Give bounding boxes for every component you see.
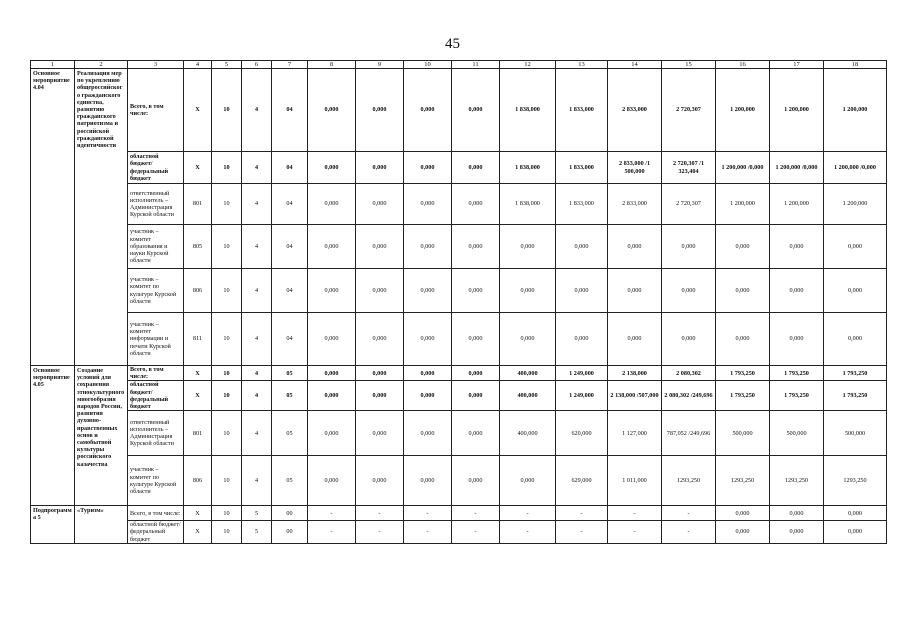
value-cell: 0,000	[404, 411, 452, 456]
value-cell: 0,000	[556, 313, 608, 366]
value-cell: Х	[184, 152, 212, 184]
value-cell: 10	[212, 313, 242, 366]
value-cell: -	[308, 506, 356, 521]
table-body	[31, 61, 887, 544]
value-cell: 04	[272, 225, 308, 269]
value-cell: 0,000	[716, 313, 770, 366]
value-cell: 1293,250	[716, 456, 770, 506]
value-cell: 00	[272, 521, 308, 544]
value-cell: 4	[242, 381, 272, 411]
value-cell: -	[308, 521, 356, 544]
value-cell: 4	[242, 152, 272, 184]
value-cell: 2 720,307	[662, 69, 716, 152]
value-cell: 4	[242, 313, 272, 366]
value-cell: 1 249,000	[556, 381, 608, 411]
value-cell: 1 838,000	[500, 184, 556, 225]
value-cell: 5	[242, 521, 272, 544]
value-cell: 1 200,000	[824, 69, 887, 152]
value-cell: 1 200,000 /0,000	[824, 152, 887, 184]
value-cell: 1 793,250	[770, 381, 824, 411]
measure-cell: Подпрограмма 5	[31, 506, 75, 544]
funding-source-cell: Всего, в том числе:	[128, 506, 184, 521]
value-cell: 10	[212, 184, 242, 225]
value-cell: 0,000	[452, 411, 500, 456]
value-cell: 629,000	[556, 456, 608, 506]
value-cell: 05	[272, 411, 308, 456]
value-cell: 05	[272, 381, 308, 411]
value-cell: 0,000	[824, 225, 887, 269]
value-cell: 0,000	[770, 269, 824, 313]
measure-name-cell: Создание условий для сохранения этнокультурного многообразия народов России, развития духовно-нравственных основ и самобытной культуры российского казачества	[75, 366, 128, 506]
value-cell: 0,000	[308, 184, 356, 225]
value-cell: 1 200,000	[770, 184, 824, 225]
value-cell: 4	[242, 269, 272, 313]
value-cell: 500,000	[716, 411, 770, 456]
value-cell: Х	[184, 521, 212, 544]
value-cell: 0,000	[356, 381, 404, 411]
value-cell: 0,000	[824, 521, 887, 544]
table-row	[31, 521, 887, 544]
value-cell: 04	[272, 184, 308, 225]
value-cell: -	[452, 506, 500, 521]
value-cell: 1 200,000 /0,000	[716, 152, 770, 184]
value-cell: 1 249,000	[556, 366, 608, 381]
value-cell: 0,000	[308, 269, 356, 313]
value-cell: 0,000	[500, 225, 556, 269]
value-cell: 0,000	[308, 456, 356, 506]
value-cell: 0,000	[356, 366, 404, 381]
value-cell: 0,000	[404, 366, 452, 381]
funding-source-cell: ответственный исполнитель – Администрация Курской области	[128, 411, 184, 456]
value-cell: 10	[212, 366, 242, 381]
value-cell: 0,000	[500, 456, 556, 506]
value-cell: 806	[184, 456, 212, 506]
value-cell: 500,000	[770, 411, 824, 456]
column-number: 16	[716, 61, 770, 69]
value-cell: 1293,250	[662, 456, 716, 506]
value-cell: 2 138,000 /507,000	[608, 381, 662, 411]
value-cell: 0,000	[356, 313, 404, 366]
value-cell: -	[500, 506, 556, 521]
value-cell: 400,000	[500, 366, 556, 381]
value-cell: 0,000	[608, 225, 662, 269]
value-cell: 2 720,307	[662, 184, 716, 225]
value-cell: -	[662, 521, 716, 544]
value-cell: 0,000	[356, 456, 404, 506]
value-cell: -	[356, 506, 404, 521]
column-number: 7	[272, 61, 308, 69]
funding-source-cell: областной бюджет/ федеральный бюджет	[128, 521, 184, 544]
value-cell: -	[404, 521, 452, 544]
value-cell: 0,000	[662, 225, 716, 269]
value-cell: -	[662, 506, 716, 521]
table-row	[31, 456, 887, 506]
table-row	[31, 69, 887, 152]
value-cell: -	[608, 506, 662, 521]
value-cell: 00	[272, 506, 308, 521]
measure-cell: Основное мероприятие 4.05	[31, 366, 75, 506]
value-cell: 1 200,000	[716, 184, 770, 225]
value-cell: 0,000	[404, 152, 452, 184]
value-cell: 0,000	[770, 506, 824, 521]
value-cell: 1 838,000	[500, 152, 556, 184]
value-cell: -	[608, 521, 662, 544]
value-cell: 1 200,000	[716, 69, 770, 152]
column-number: 12	[500, 61, 556, 69]
value-cell: 05	[272, 366, 308, 381]
value-cell: 1 833,000	[556, 152, 608, 184]
value-cell: 05	[272, 456, 308, 506]
funding-source-cell: ответственный исполнитель – Администрация Курской области	[128, 184, 184, 225]
value-cell: 805	[184, 225, 212, 269]
table-row	[31, 269, 887, 313]
value-cell: 0,000	[356, 184, 404, 225]
value-cell: 806	[184, 269, 212, 313]
value-cell: 5	[242, 506, 272, 521]
funding-source-cell: участник – комитет информации и печати Курской области	[128, 313, 184, 366]
value-cell: 0,000	[452, 225, 500, 269]
value-cell: 0,000	[308, 411, 356, 456]
value-cell: 0,000	[824, 313, 887, 366]
value-cell: 0,000	[824, 269, 887, 313]
value-cell: 1 793,250	[770, 366, 824, 381]
value-cell: 10	[212, 69, 242, 152]
value-cell: 0,000	[404, 381, 452, 411]
value-cell: 0,000	[662, 313, 716, 366]
column-number: 18	[824, 61, 887, 69]
funding-source-cell: участник – комитет по культуре Курской области	[128, 269, 184, 313]
table-row	[31, 225, 887, 269]
value-cell: 10	[212, 269, 242, 313]
value-cell: 4	[242, 456, 272, 506]
value-cell: 0,000	[500, 313, 556, 366]
value-cell: 4	[242, 69, 272, 152]
value-cell: 0,000	[404, 225, 452, 269]
funding-source-cell: участник – комитет образования и науки Курской области	[128, 225, 184, 269]
value-cell: 0,000	[404, 269, 452, 313]
value-cell: 2 720,307 /1 323,404	[662, 152, 716, 184]
value-cell: 2 080,302	[662, 366, 716, 381]
value-cell: 1 200,000 /0,000	[770, 152, 824, 184]
column-number: 14	[608, 61, 662, 69]
value-cell: 500,000	[824, 411, 887, 456]
value-cell: -	[356, 521, 404, 544]
budget-table	[30, 60, 887, 544]
funding-source-cell: Всего, в том числе:	[128, 69, 184, 152]
value-cell: 0,000	[770, 313, 824, 366]
value-cell: 2 833,000 /1 500,000	[608, 152, 662, 184]
value-cell: 2 138,000	[608, 366, 662, 381]
value-cell: 620,000	[556, 411, 608, 456]
table-row	[31, 313, 887, 366]
measure-cell: Основное мероприятие 4.04	[31, 69, 75, 366]
value-cell: 1 793,250	[716, 381, 770, 411]
table-row	[31, 411, 887, 456]
value-cell: 4	[242, 184, 272, 225]
column-number: 17	[770, 61, 824, 69]
value-cell: 0,000	[356, 411, 404, 456]
value-cell: -	[404, 506, 452, 521]
column-number: 5	[212, 61, 242, 69]
value-cell: 0,000	[716, 521, 770, 544]
value-cell: 801	[184, 411, 212, 456]
value-cell: 10	[212, 225, 242, 269]
value-cell: 0,000	[308, 152, 356, 184]
value-cell: 0,000	[356, 225, 404, 269]
value-cell: 10	[212, 456, 242, 506]
value-cell: 1 200,000	[770, 69, 824, 152]
value-cell: 4	[242, 366, 272, 381]
value-cell: -	[556, 506, 608, 521]
value-cell: -	[500, 521, 556, 544]
value-cell: 4	[242, 411, 272, 456]
funding-source-cell: областной бюджет/ федеральный бюджет	[128, 381, 184, 411]
value-cell: 04	[272, 313, 308, 366]
value-cell: Х	[184, 69, 212, 152]
value-cell: 0,000	[608, 269, 662, 313]
value-cell: 04	[272, 269, 308, 313]
value-cell: 1 833,000	[556, 69, 608, 152]
value-cell: 0,000	[452, 269, 500, 313]
table-row	[31, 152, 887, 184]
value-cell: 0,000	[608, 313, 662, 366]
value-cell: 0,000	[404, 69, 452, 152]
value-cell: 0,000	[662, 269, 716, 313]
value-cell: 1 838,000	[500, 69, 556, 152]
column-number: 11	[452, 61, 500, 69]
value-cell: 0,000	[716, 506, 770, 521]
value-cell: 0,000	[556, 269, 608, 313]
value-cell: 1 793,250	[824, 381, 887, 411]
value-cell: 0,000	[452, 313, 500, 366]
value-cell: 1293,250	[824, 456, 887, 506]
value-cell: 0,000	[716, 225, 770, 269]
value-cell: 1 833,000	[556, 184, 608, 225]
value-cell: 0,000	[452, 456, 500, 506]
value-cell: 0,000	[452, 152, 500, 184]
value-cell: Х	[184, 381, 212, 411]
value-cell: 0,000	[452, 184, 500, 225]
value-cell: 0,000	[356, 152, 404, 184]
value-cell: 1 793,250	[716, 366, 770, 381]
value-cell: 2 833,000	[608, 184, 662, 225]
measure-name-cell: Реализация мер по укреплению общероссийского гражданского единства, развитию гражданского патриотизма и российской гражданской идентичности	[75, 69, 128, 366]
column-number: 13	[556, 61, 608, 69]
column-number: 2	[75, 61, 128, 69]
value-cell: 0,000	[308, 69, 356, 152]
table-row	[31, 366, 887, 381]
value-cell: 2 080,302 /249,696	[662, 381, 716, 411]
value-cell: 0,000	[308, 313, 356, 366]
column-number: 1	[31, 61, 75, 69]
value-cell: 0,000	[824, 506, 887, 521]
value-cell: 0,000	[308, 366, 356, 381]
value-cell: 10	[212, 381, 242, 411]
value-cell: 10	[212, 521, 242, 544]
value-cell: 0,000	[770, 521, 824, 544]
column-number-row	[31, 61, 887, 69]
value-cell: 4	[242, 225, 272, 269]
value-cell: 0,000	[452, 381, 500, 411]
value-cell: 0,000	[356, 69, 404, 152]
value-cell: 811	[184, 313, 212, 366]
value-cell: 0,000	[452, 366, 500, 381]
value-cell: 1 127,000	[608, 411, 662, 456]
value-cell: 10	[212, 506, 242, 521]
value-cell: Х	[184, 366, 212, 381]
measure-name-cell: «Туризм»	[75, 506, 128, 544]
value-cell: 04	[272, 69, 308, 152]
value-cell: 400,000	[500, 411, 556, 456]
column-number: 9	[356, 61, 404, 69]
table-row	[31, 381, 887, 411]
value-cell: 0,000	[716, 269, 770, 313]
value-cell: 787,052 /249,696	[662, 411, 716, 456]
value-cell: -	[452, 521, 500, 544]
value-cell: 0,000	[308, 381, 356, 411]
value-cell: 801	[184, 184, 212, 225]
table-row	[31, 184, 887, 225]
value-cell: 0,000	[500, 269, 556, 313]
value-cell: 04	[272, 152, 308, 184]
value-cell: 1 793,250	[824, 366, 887, 381]
funding-source-cell: областной бюджет/ федеральный бюджет	[128, 152, 184, 184]
funding-source-cell: Всего, в том числе:	[128, 366, 184, 381]
column-number: 6	[242, 61, 272, 69]
column-number: 4	[184, 61, 212, 69]
value-cell: 0,000	[770, 225, 824, 269]
value-cell: 0,000	[452, 69, 500, 152]
value-cell: -	[556, 521, 608, 544]
value-cell: 0,000	[556, 225, 608, 269]
column-number: 8	[308, 61, 356, 69]
value-cell: 1293,250	[770, 456, 824, 506]
column-number: 10	[404, 61, 452, 69]
value-cell: 0,000	[404, 456, 452, 506]
value-cell: Х	[184, 506, 212, 521]
value-cell: 400,000	[500, 381, 556, 411]
column-number: 3	[128, 61, 184, 69]
value-cell: 10	[212, 411, 242, 456]
value-cell: 10	[212, 152, 242, 184]
column-number: 15	[662, 61, 716, 69]
value-cell: 0,000	[356, 269, 404, 313]
value-cell: 0,000	[404, 313, 452, 366]
value-cell: 2 833,000	[608, 69, 662, 152]
value-cell: 1 011,000	[608, 456, 662, 506]
value-cell: 0,000	[308, 225, 356, 269]
value-cell: 1 200,000	[824, 184, 887, 225]
table-row	[31, 506, 887, 521]
funding-source-cell: участник – комитет по культуре Курской области	[128, 456, 184, 506]
value-cell: 0,000	[404, 184, 452, 225]
page-number: 45	[445, 36, 460, 52]
